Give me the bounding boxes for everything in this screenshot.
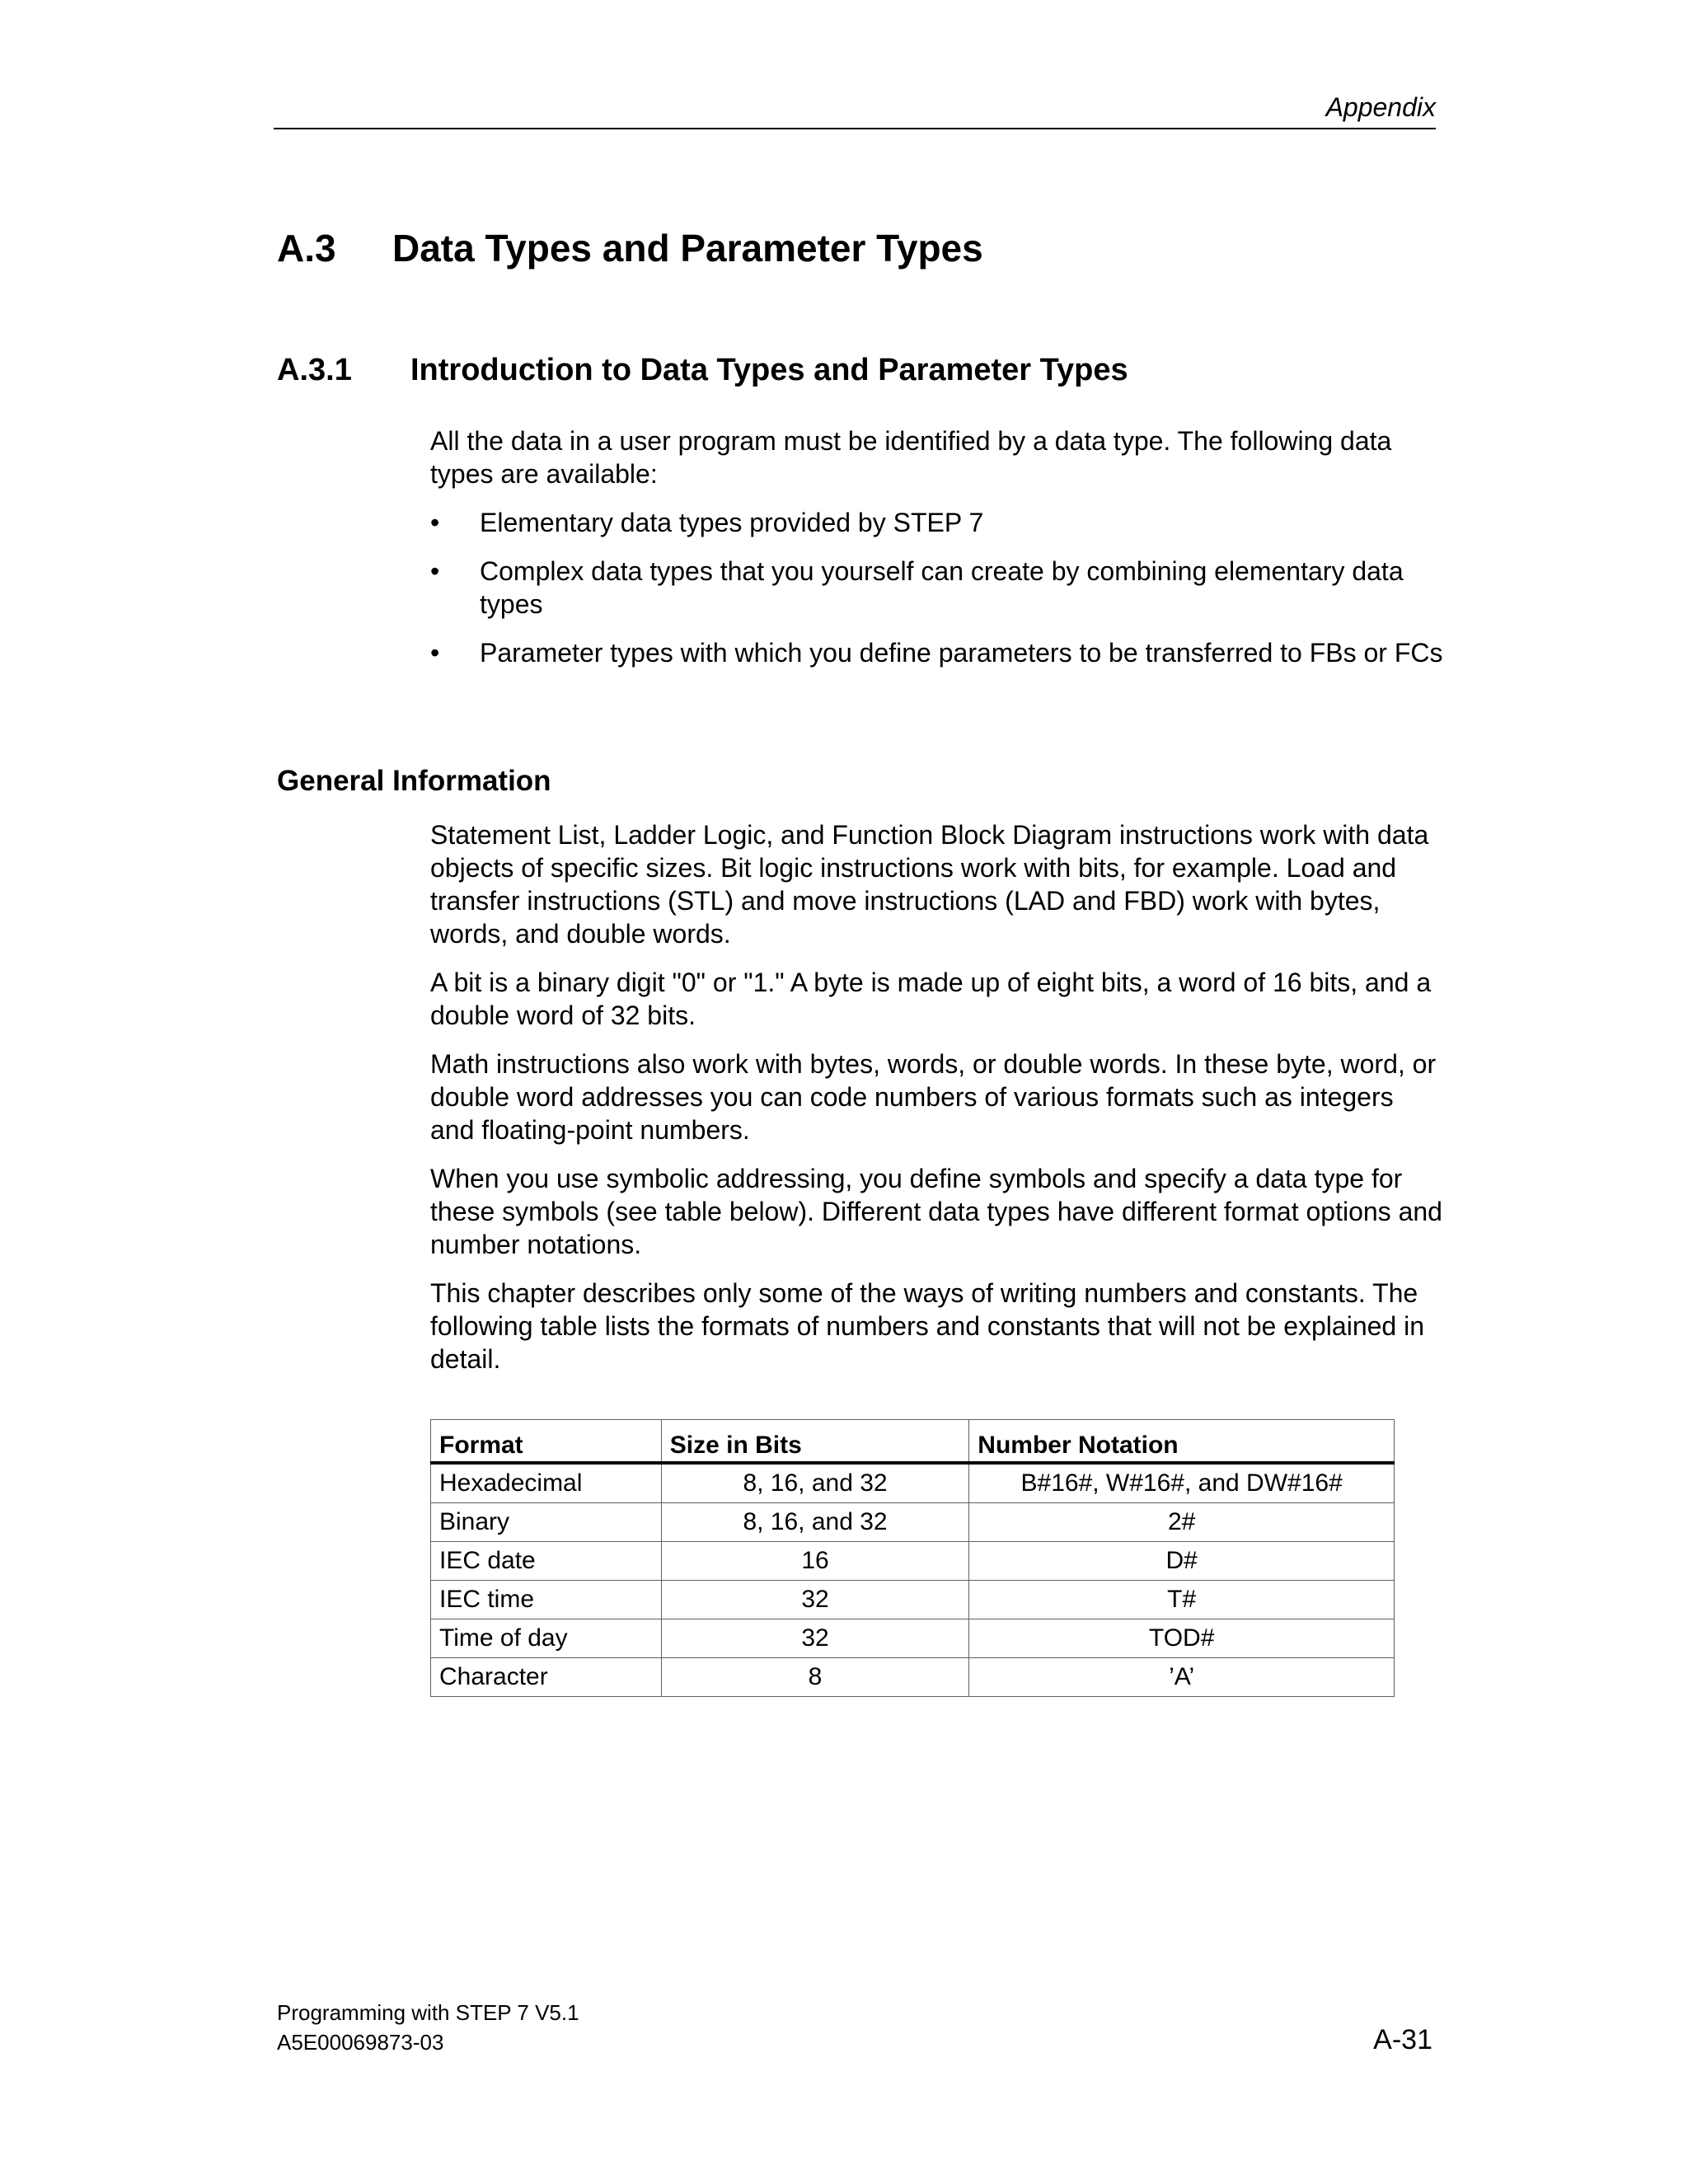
subsection-number: A.3.1 <box>277 353 352 387</box>
page-number: A-31 <box>1373 2024 1432 2055</box>
table-row <box>431 1542 1395 1581</box>
table-row <box>431 1658 1395 1697</box>
body-paragraph: A bit is a binary digit "0" or "1." A byte is made up of eight bits, a word of 16 bits, and a double word of 32 bits. <box>430 968 1432 1030</box>
intro-block <box>430 424 1444 506</box>
list-item-text: Elementary data types provided by STEP 7 <box>480 508 984 537</box>
size-cell: 8, 16, and 32 <box>661 1463 969 1503</box>
table-row <box>431 1503 1395 1542</box>
table-row <box>431 1581 1395 1619</box>
list-item <box>430 555 1444 621</box>
footer-info <box>277 1998 579 2057</box>
format-cell: Binary <box>431 1503 662 1542</box>
section-heading <box>277 226 983 270</box>
notation-cell: B#16#, W#16#, and DW#16# <box>969 1463 1395 1503</box>
body-paragraph: When you use symbolic addressing, you define symbols and specify a data type for these symbols (see table below). Different data types have different format options and number notations. <box>430 1164 1442 1259</box>
format-cell: Hexadecimal <box>431 1463 662 1503</box>
body-paragraph: Statement List, Ladder Logic, and Function Block Diagram instructions work with data objects of specific sizes. Bit logic instructions work with bits, for example. Load and transfer instructions (STL) and move instructions (LAD and FBD) work with bytes, words, and double words. <box>430 820 1429 949</box>
data-type-list <box>430 506 1444 685</box>
section-title: Data Types and Parameter Types <box>392 227 983 269</box>
body-paragraph: Math instructions also work with bytes, words, or double words. In these byte, word, or double word addresses you can code numbers of various formats such as integers and floating-point numbers. <box>430 1049 1437 1145</box>
list-item-text: Parameter types with which you define parameters to be transferred to FBs or FCs <box>480 638 1443 668</box>
column-header-format: Format <box>431 1420 662 1464</box>
table-header-row <box>431 1420 1395 1464</box>
list-item-text: Complex data types that you yourself can create by combining elementary data types <box>480 556 1404 619</box>
format-cell: Character <box>431 1658 662 1697</box>
intro-paragraph: All the data in a user program must be identified by a data type. The following data types are available: <box>430 426 1392 489</box>
notation-cell: TOD# <box>969 1619 1395 1658</box>
table-row <box>431 1463 1395 1503</box>
size-cell: 16 <box>661 1542 969 1581</box>
general-information-body <box>430 818 1444 1391</box>
notation-cell: T# <box>969 1581 1395 1619</box>
notation-cell: ’A’ <box>969 1658 1395 1697</box>
section-number: A.3 <box>277 227 336 269</box>
bullet-icon: • <box>430 556 440 586</box>
table-row <box>431 1619 1395 1658</box>
notation-cell: D# <box>969 1542 1395 1581</box>
body-paragraph: This chapter describes only some of the ways of writing numbers and constants. The following table lists the formats of numbers and constants that will not be explained in detail. <box>430 1278 1424 1374</box>
list-item <box>430 506 1444 539</box>
column-header-notation: Number Notation <box>969 1420 1395 1464</box>
bullet-icon: • <box>430 508 440 537</box>
notation-cell: 2# <box>969 1503 1395 1542</box>
size-cell: 8 <box>661 1658 969 1697</box>
manual-title: Programming with STEP 7 V5.1 <box>277 2000 579 2025</box>
list-item <box>430 636 1444 669</box>
format-cell: Time of day <box>431 1619 662 1658</box>
number-format-table <box>430 1419 1395 1697</box>
size-cell: 32 <box>661 1581 969 1619</box>
document-number: A5E00069873-03 <box>277 2030 444 2055</box>
column-header-size: Size in Bits <box>661 1420 969 1464</box>
general-information-heading: General Information <box>277 765 551 797</box>
subsection-title: Introduction to Data Types and Parameter Types <box>410 353 1128 387</box>
size-cell: 8, 16, and 32 <box>661 1503 969 1542</box>
size-cell: 32 <box>661 1619 969 1658</box>
header-rule <box>274 128 1436 129</box>
format-cell: IEC time <box>431 1581 662 1619</box>
bullet-icon: • <box>430 638 440 668</box>
running-header: Appendix <box>1325 92 1436 122</box>
subsection-heading <box>277 353 1128 388</box>
format-cell: IEC date <box>431 1542 662 1581</box>
